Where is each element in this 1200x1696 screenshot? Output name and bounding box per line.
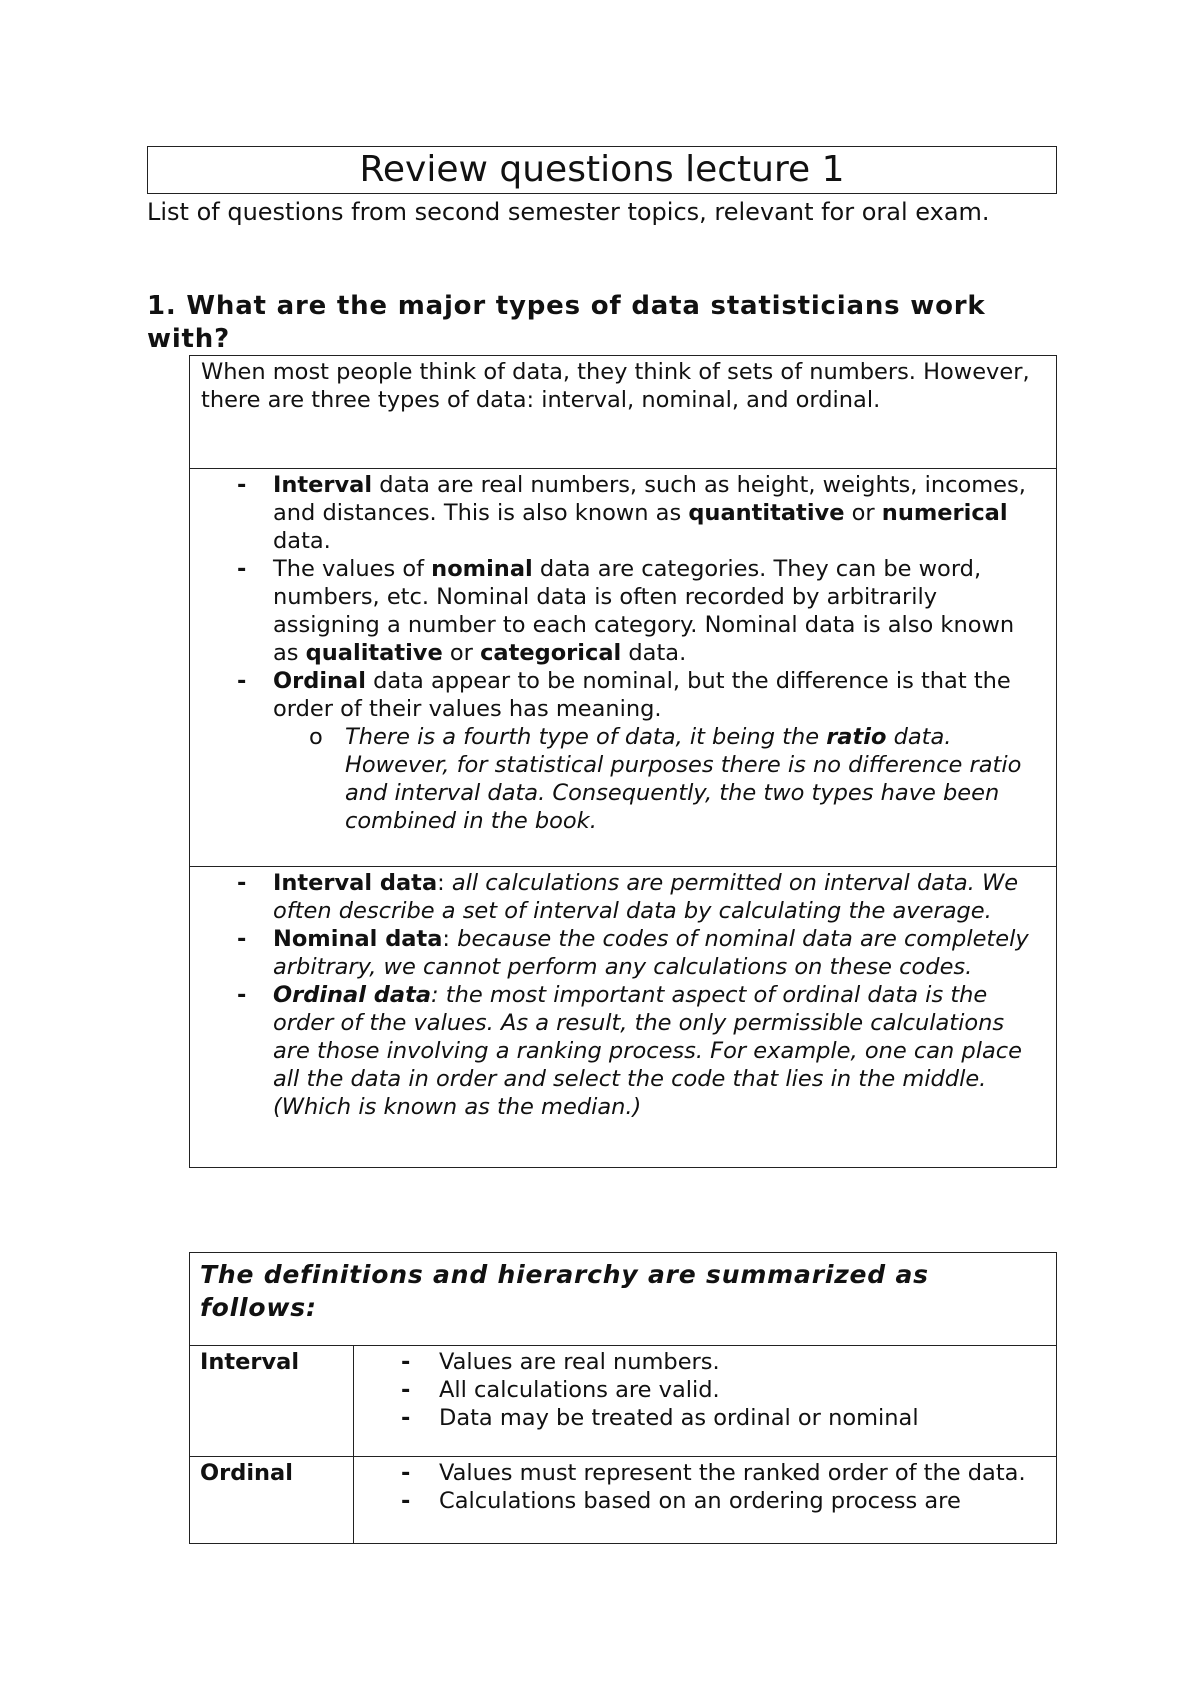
list-item-nominal: - The values of nominal data are categories. They can be word, numbers, etc. Nominal data is often recorded by arbitrarily assigning a number to each category. Nominal data is also known as qualitative or categorical data. [201,555,1044,667]
question-1-heading: 1. What are the major types of data statisticians work with? [147,291,986,354]
list-item: - All calculations are valid. [355,1376,1046,1404]
table-row [190,1456,1056,1544]
row-label: Ordinal [190,1457,354,1544]
row-label: Interval [190,1346,354,1457]
list-item: - Data may be treated as ordinal or nominal [355,1404,1046,1432]
list-item: - Values are real numbers. [355,1348,1046,1376]
answer-intro-cell [190,356,1056,468]
list-item-ratio-note: o There is a fourth type of data, it being the ratio data. However, for statistical purposes there is no difference ratio and interval data. Consequently, the two types have been combined in the book. [309,724,1022,834]
ratio-sublist [273,723,1044,835]
calculations-list [201,869,1044,1121]
summary-table-heading: The definitions and hierarchy are summarized as follows: [200,1260,929,1322]
list-item-ordinal-calc: - Ordinal data: the most important aspect of ordinal data is the order of the values. As a result, the only permissible calculations are those involving a ranking process. For example, one can place all the data in order and select the code that lies in the middle. (Which is known as the median.) [201,981,1044,1121]
intro-paragraph: List of questions from second semester topics, relevant for oral exam. [147,198,990,226]
answer-box [189,355,1057,1168]
list-item-ordinal: - Ordinal data appear to be nominal, but the difference is that the order of their values has meaning. o There is a fourth type of data, it being the ratio data. However, for statistical purposes there is no difference ratio and interval data. Consequently, the two types have been combined in the book. [201,667,1044,835]
answer-intro-text: When most people think of data, they think of sets of numbers. However, there are three types of data: interval, nominal, and ordinal. [201,359,1030,413]
list-item: - Calculations based on an ordering process are [355,1487,1046,1515]
list-item: - Values must represent the ranked order of the data. [355,1459,1046,1487]
summary-table [189,1252,1057,1544]
data-types-list [201,471,1044,835]
document-title: Review questions lecture 1 [147,146,1057,194]
data-types-cell [190,468,1056,866]
list-item-interval: - Interval data are real numbers, such as height, weights, incomes, and distances. This is also known as quantitative or numerical data. [201,471,1044,555]
list-item-interval-calc: - Interval data: all calculations are permitted on interval data. We often describe a set of interval data by calculating the average. [201,869,1044,925]
circle-bullet-icon: o [309,724,323,750]
list-item-nominal-calc: - Nominal data: because the codes of nominal data are completely arbitrary, we cannot perform any calculations on these codes. [201,925,1044,981]
row-values [355,1457,1056,1544]
row-values [355,1346,1056,1457]
calculations-cell [190,866,1056,1167]
table-row [190,1345,1056,1457]
